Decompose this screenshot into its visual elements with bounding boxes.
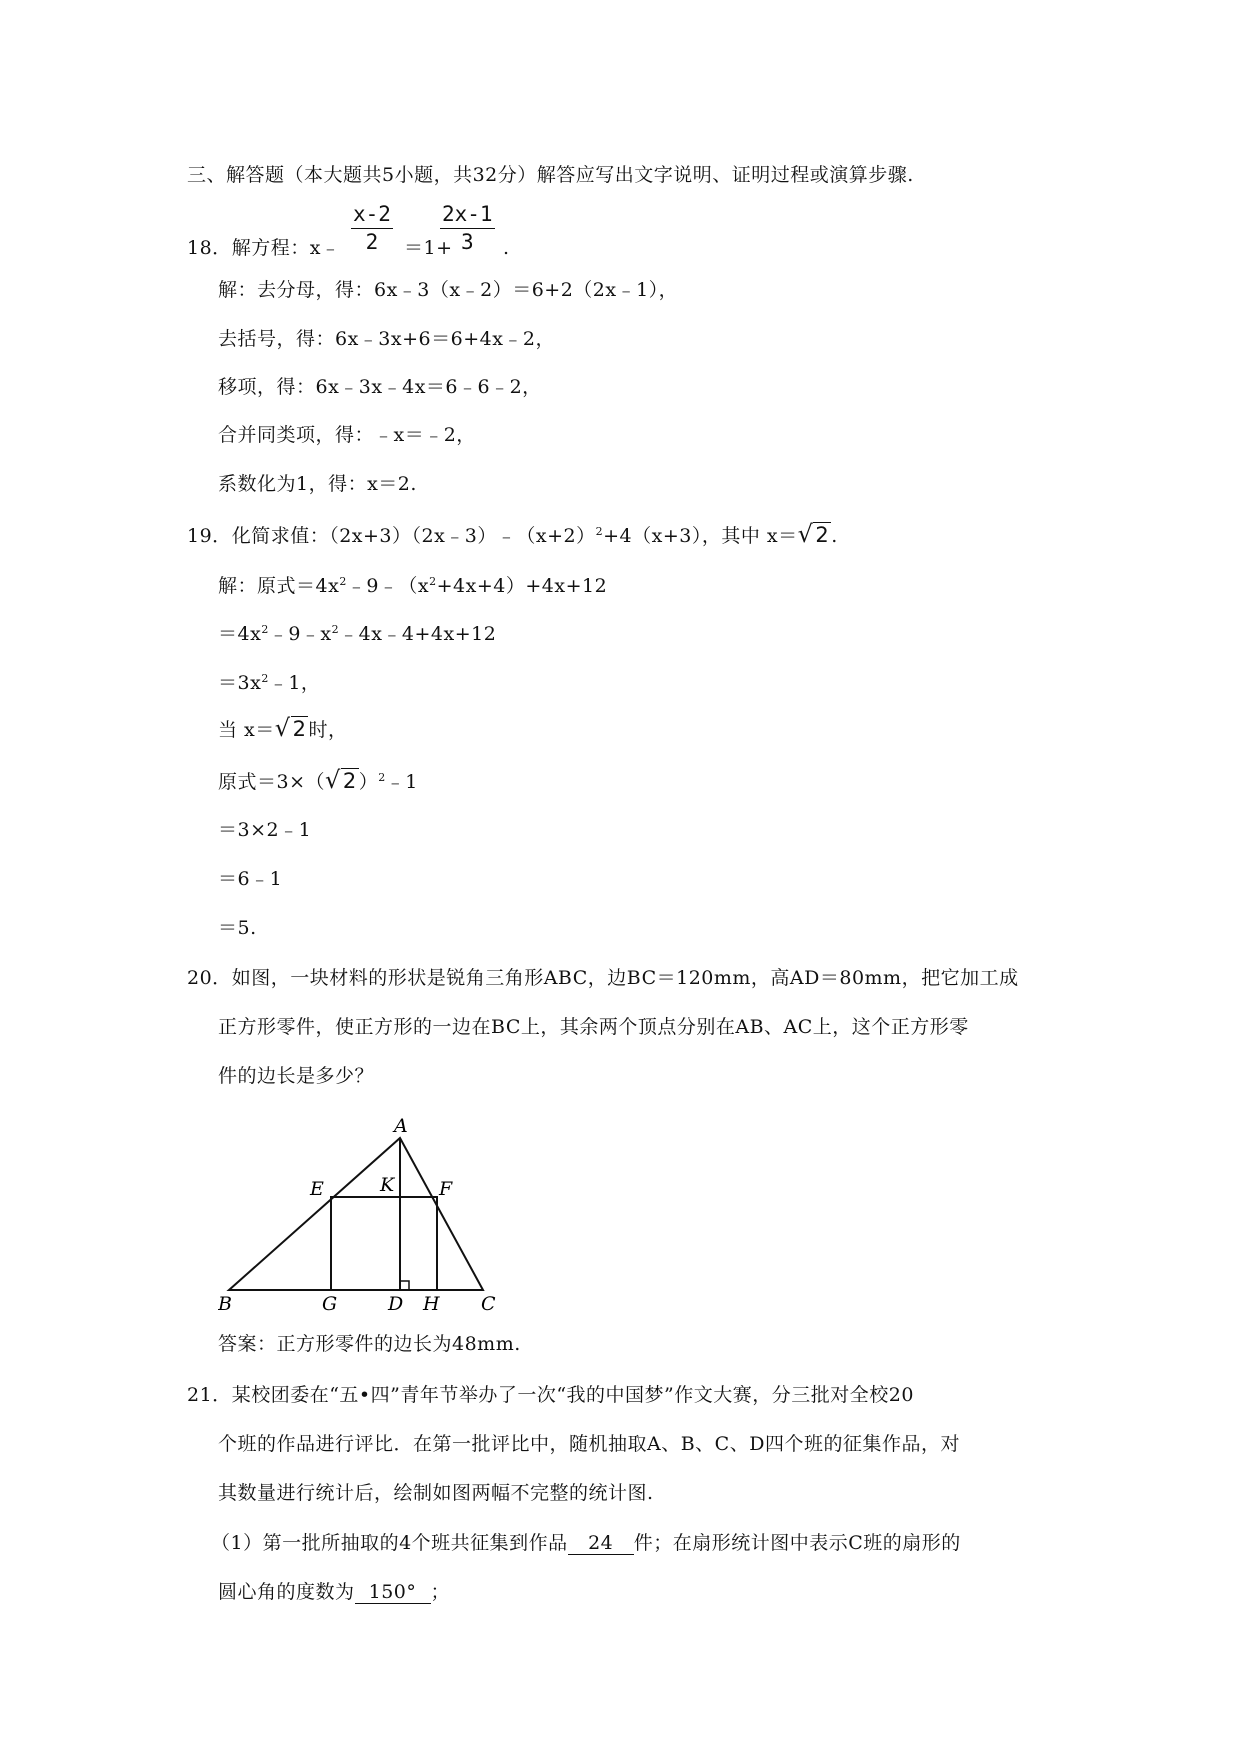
q19-prompt-sup: 2 <box>595 525 604 538</box>
q19-number: 19． <box>187 525 232 547</box>
q19-s3b: ﹣1， <box>268 672 321 694</box>
q19-s4-radicand: 2 <box>292 717 307 741</box>
q19-prompt <box>187 520 838 548</box>
q18-fraction-1-numerator: x-2 <box>351 202 393 229</box>
q21-p2-pre: 圆心角的度数为 <box>218 1581 355 1603</box>
q19-s2b: ﹣9﹣x <box>268 623 332 645</box>
q20-line-3: 件的边长是多少？ <box>218 1065 375 1087</box>
q21-answer-blank-angle: 150° <box>355 1581 431 1604</box>
q19-prompt-end: . <box>831 525 838 547</box>
q19-s1-sup2: 2 <box>429 575 437 588</box>
q19-s1-sup: 2 <box>339 575 347 588</box>
q19-s5c: ﹣1 <box>385 771 418 793</box>
q18-step-3: 移项，得：6x﹣3x﹣4x＝6﹣6﹣2， <box>218 376 542 398</box>
q19-s2c: ﹣4x﹣4+4x+12 <box>339 623 497 645</box>
q18-step-4: 合并同类项，得：﹣x＝﹣2， <box>218 424 476 446</box>
q19-s3a: ＝3x <box>218 672 262 694</box>
q21-answer-blank-count: 24 <box>568 1532 634 1555</box>
q21-line-3: 其数量进行统计后，绘制如图两幅不完整的统计图. <box>218 1482 654 1504</box>
label-b: B <box>218 1293 232 1312</box>
label-a: A <box>394 1115 408 1137</box>
q18-fraction-1 <box>351 202 393 254</box>
q19-prompt-a: 化简求值：（2x+3）（2x﹣3）﹣（x+2） <box>231 525 596 547</box>
q19-prompt-b: +4（x+3），其中 x＝ <box>603 525 798 547</box>
q21-part-1-line-2 <box>218 1580 450 1604</box>
q20-line-1 <box>187 966 1019 990</box>
q18-end: . <box>503 237 510 259</box>
q19-s1b: ﹣9﹣（x <box>346 575 430 597</box>
q19-step-5 <box>218 766 418 794</box>
q19-s4b: 时， <box>308 719 348 741</box>
q19-step-4 <box>218 716 347 742</box>
q19-s4a: 当 x＝ <box>218 719 275 741</box>
q21-part-1-line-1 <box>211 1531 961 1555</box>
q18-number: 18． <box>187 237 232 259</box>
label-h: H <box>423 1293 440 1312</box>
q18-step-5: 系数化为1，得：x＝2. <box>218 473 417 495</box>
q21-line-1 <box>187 1383 914 1407</box>
q18-step-1: 解：去分母，得：6x﹣3（x﹣2）＝6+2（2x﹣1）， <box>218 279 679 301</box>
q19-s1a: 解：原式＝4x <box>218 575 340 597</box>
q19-step-1 <box>218 570 607 598</box>
q19-s2-sup: 2 <box>261 623 269 636</box>
q18-fraction-2-denominator: 3 <box>460 230 474 254</box>
label-k: K <box>380 1174 395 1196</box>
q21-line-1-text: 某校团委在“五•四”青年节举办了一次“我的中国梦”作文大赛，分三批对全校20 <box>231 1384 914 1406</box>
q19-s4-sqrt: √2 <box>274 714 307 742</box>
label-d: D <box>388 1293 404 1312</box>
q19-sqrt: √2 <box>797 520 830 548</box>
q19-s5-sqrt: √2 <box>325 766 357 794</box>
q19-step-6: ＝3×2﹣1 <box>218 819 312 841</box>
q19-step-2 <box>218 618 496 646</box>
q19-step-3 <box>218 667 320 695</box>
q19-s5b: ） <box>358 771 379 793</box>
q20-line-1-text: 如图，一块材料的形状是锐角三角形ABC，边BC＝120mm，高AD＝80mm，把它加工成 <box>231 967 1019 989</box>
right-angle-mark <box>400 1281 409 1290</box>
q19-s1c: +4x+4）+4x+12 <box>436 575 608 597</box>
q21-p1-pre: （1）第一批所抽取的4个班共征集到作品 <box>211 1532 568 1554</box>
q19-s2-sup2: 2 <box>331 623 340 636</box>
square-efhg <box>331 1197 437 1290</box>
q18-fraction-2-numerator: 2x-1 <box>440 202 495 229</box>
q19-s5a: 原式＝3×（ <box>218 771 326 793</box>
q21-p2-end: ； <box>430 1581 451 1603</box>
q19-s3-sup: 2 <box>261 672 269 685</box>
label-c: C <box>481 1293 496 1312</box>
q19-s5-sup: 2 <box>378 771 386 784</box>
triangle-abc <box>229 1138 483 1290</box>
q19-s5-radicand: 2 <box>342 769 357 793</box>
section-header: 三、解答题（本大题共5小题，共32分）解答应写出文字说明、证明过程或演算步骤. <box>187 164 914 186</box>
q18-fraction-2 <box>440 202 495 254</box>
q19-radicand: 2 <box>815 523 830 547</box>
q21-p1-mid: 件；在扇形统计图中表示C班的扇形的 <box>633 1532 961 1554</box>
label-f: F <box>439 1178 453 1200</box>
q18-prompt <box>187 236 340 260</box>
q19-step-8: ＝5. <box>218 917 257 939</box>
q18-mid: ＝1+ <box>404 237 453 259</box>
q19-step-7: ＝6﹣1 <box>218 868 283 890</box>
q18-step-2: 去括号，得：6x﹣3x+6＝6+4x﹣2， <box>218 328 556 350</box>
label-g: G <box>322 1293 338 1312</box>
q18-fraction-1-denominator: 2 <box>365 230 379 254</box>
q19-s2a: ＝4x <box>218 623 262 645</box>
label-e: E <box>310 1178 324 1200</box>
q20-answer: 答案：正方形零件的边长为48mm. <box>218 1333 521 1355</box>
q21-line-2: 个班的作品进行评比．在第一批评比中，随机抽取A、B、C、D四个班的征集作品，对 <box>218 1433 960 1455</box>
q21-number: 21． <box>187 1384 232 1406</box>
q20-line-2: 正方形零件，使正方形的一边在BC上，其余两个顶点分别在AB、AC上，这个正方形零 <box>218 1016 969 1038</box>
triangle-square-figure <box>218 1112 518 1312</box>
q18-prompt-pre: 解方程：x﹣ <box>231 237 341 259</box>
q20-number: 20． <box>187 967 232 989</box>
